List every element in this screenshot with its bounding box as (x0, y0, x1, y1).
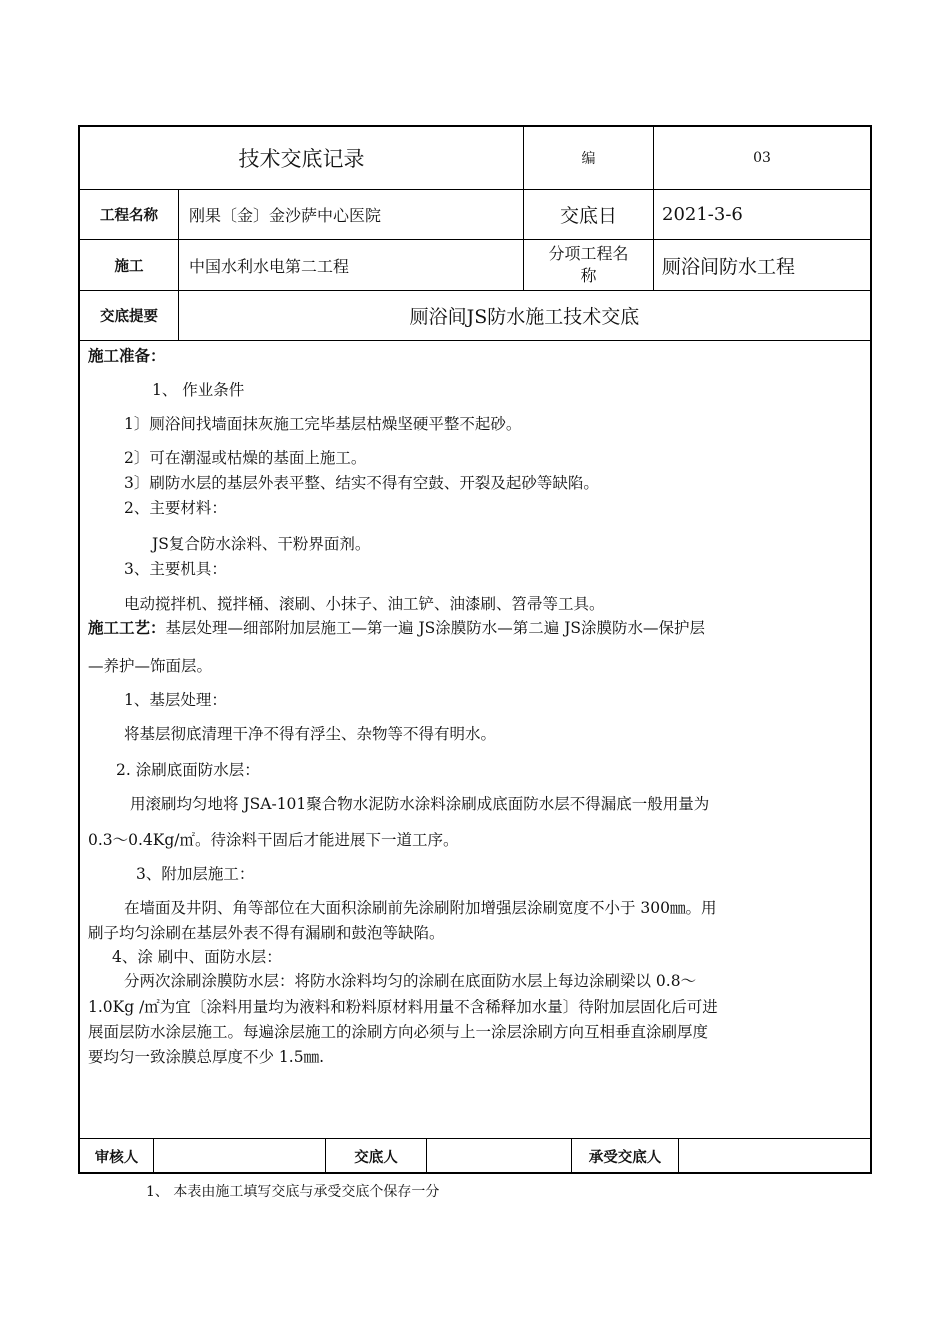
project-label: 工程名称 (100, 208, 158, 224)
content-line: 2〕可在潮湿或枯燥的基面上施工。 (124, 449, 367, 467)
process-heading: 施工工艺： (88, 619, 166, 637)
footnote: 1、 本表由施工填写交底与承受交底个保存一分 (146, 1184, 440, 1200)
reviewer-signature-field[interactable] (154, 1139, 325, 1174)
content-line: 2、主要材料： (124, 499, 227, 517)
content-line: 4、涂 刷中、面防水层： (112, 948, 282, 966)
content-line: 将基层彻底清理干净不得有浮尘、杂物等不得有明水。 (124, 725, 497, 743)
construction-label: 施工 (114, 258, 144, 275)
subproject-label-line1: 分项工程名 (548, 244, 629, 263)
process-line (88, 616, 868, 638)
content-line: 在墙面及井阴、角等部位在大面积涂刷前先涂刷附加增强层涂刷宽度不小于 300㎜。用 (124, 899, 717, 917)
content-line: 1、基层处理： (124, 691, 227, 709)
content-line: 刷子均匀涂刷在基层外表不得有漏刷和鼓泡等缺陷。 (88, 924, 445, 942)
content-line: 1、 作业条件 (152, 381, 245, 399)
content-line: 3、附加层施工： (136, 865, 255, 883)
summary-label: 交底提要 (100, 309, 158, 325)
content-line: 要均匀一致涂膜总厚度不少 1.5㎜. (88, 1048, 325, 1066)
content-line: 用滚刷均匀地将 JSA-101聚合物水泥防水涂料涂刷成底面防水层不得漏底一般用量为 (130, 795, 710, 813)
reviewer-label: 审核人 (94, 1150, 139, 1166)
construction-value: 中国水利水电第二工程 (189, 256, 350, 276)
prep-heading: 施工准备： (88, 347, 166, 365)
code-value: 03 (753, 150, 771, 166)
summary-value: 厕浴间JS防水施工技术交底 (409, 306, 640, 328)
discloser-label: 交底人 (354, 1150, 398, 1166)
content-line: 3、主要机具： (124, 560, 227, 578)
content-line: JS复合防水涂料、干粉界面剂。 (152, 535, 371, 553)
content-line: —养护—饰面层。 (88, 657, 213, 675)
subproject-label (524, 240, 653, 290)
content-line: 3〕刷防水层的基层外表平整、结实不得有空鼓、开裂及起砂等缺陷。 (124, 474, 599, 492)
date-label: 交底日 (559, 205, 617, 227)
receiver-label: 承受交底人 (588, 1150, 662, 1166)
receiver-signature-field[interactable] (679, 1139, 870, 1174)
date-value: 2021-3-6 (662, 204, 743, 225)
discloser-signature-field[interactable] (427, 1139, 571, 1174)
subproject-label-line2: 称 (580, 266, 597, 285)
content-line: 1〕厕浴间找墙面抹灰施工完毕基层枯燥坚硬平整不起砂。 (124, 415, 522, 433)
content-line: 分两次涂刷涂膜防水层：将防水涂料均匀的涂刷在底面防水层上每边涂刷梁以 0.8～ (124, 972, 697, 990)
code-label: 编 (581, 151, 596, 167)
content-line: 2. 涂刷底面防水层： (116, 761, 260, 779)
content-line: 0.3～0.4Kg/㎡。待涂料干固后才能进展下一道工序。 (88, 831, 459, 849)
content-line: 展面层防水涂层施工。每遍涂层施工的涂刷方向必须与上一涂层涂刷方向互相垂直涂刷厚度 (88, 1023, 709, 1041)
content-line: 1.0Kg /㎡为宜〔涂料用量均为液料和粉料原材料用量不含稀释加水量〕待附加层固化后可进 (88, 998, 718, 1016)
form-title: 技术交底记录 (238, 147, 365, 171)
content-line: 电动搅拌机、搅拌桶、滚刷、小抹子、油工铲、油漆刷、笤帚等工具。 (124, 595, 605, 613)
project-value: 刚果〔金〕金沙萨中心医院 (189, 206, 382, 225)
subproject-value: 厕浴间防水工程 (662, 255, 796, 278)
content-line: 基层处理—细部附加层施工—第一遍 JS涂膜防水—第二遍 JS涂膜防水—保护层 (165, 619, 706, 637)
row-divider (78, 340, 872, 341)
